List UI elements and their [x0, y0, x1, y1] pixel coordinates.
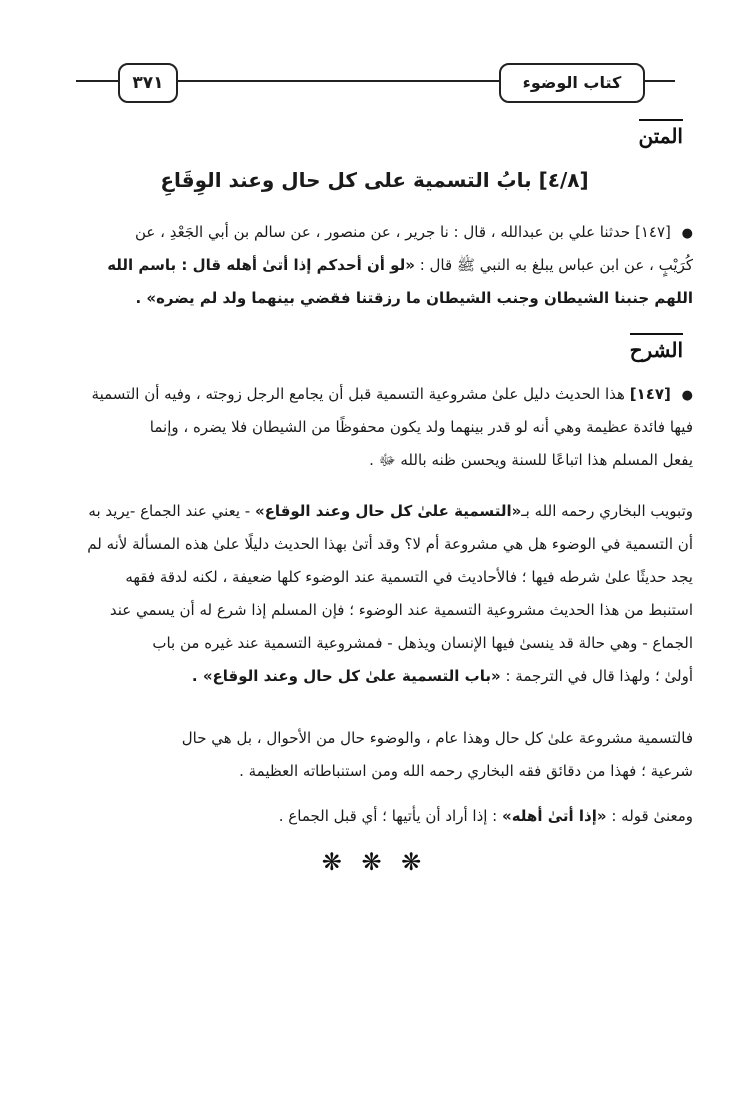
p1-line-3: يجد حديثًا علىٰ شرطه فيها ؛ فالأحاديث في التسمية عند الوضوء كلها ضعيفة ، لكنه لدقة فقهه: [125, 568, 693, 586]
hadith-line-1: ● [١٤٧] حدثنا علي بن عبدالله ، قال : نا جرير ، عن منصور ، عن سالم بن أبي الجَعْدِ ، عن: [53, 216, 693, 249]
header-rule-middle: [174, 80, 503, 82]
sharh-number: [١٤٧]: [629, 385, 671, 403]
p1-line-5: الجماع - وهي حالة قد ينسىٰ فيها الإنسان ويذهل - فمشروعية التسمية عند غيره من باب: [152, 634, 693, 652]
sharh-line-3: يفعل المسلم هذا اتباعًا للسنة ويحسن ظنه بالله ﷻ .: [369, 451, 693, 469]
sharh-label: الشرح: [629, 338, 683, 362]
p2-line-1: فالتسمية مشروعة علىٰ كل حال وهذا عام ، والوضوء حال من الأحوال ، بل هي حال: [181, 729, 693, 747]
running-title: كتاب الوضوء: [499, 63, 645, 103]
p3-line-1: ومعنىٰ قوله : «إذا أتىٰ أهله» : إذا أراد أن يأتيها ؛ أي قبل الجماع .: [278, 807, 693, 825]
matn-label: المتن: [638, 124, 683, 148]
paragraph-general-ruling: [53, 722, 693, 788]
hadith-line-3: اللهم جنبنا الشيطان وجنب الشيطان ما رزقتنا فقضي بينهما ولد لم يضره» .: [135, 289, 693, 307]
sharh-line-2: فيها فائدة عظيمة وهي أنه لو قدر بينهما ولد يكون محفوظًا من الشيطان فلا يضره ، وإنما: [149, 418, 693, 436]
hadith-line-2: كُرَيْبٍ ، عن ابن عباس يبلغ به النبي ﷺ قال : «لو أن أحدكم إذا أتىٰ أهله قال : باسم الله: [107, 256, 693, 274]
end-ornament: ❋ ❋ ❋: [321, 848, 428, 876]
hadith-text: [53, 216, 693, 315]
hadith-number: [١٤٧]: [634, 223, 671, 241]
p1-line-1: وتبويب البخاري رحمه الله بـ«التسمية علىٰ كل حال وعند الوقاع» - يعني عند الجماع -يريد به: [88, 502, 693, 520]
sharh-intro: [53, 378, 693, 477]
p1-line-4: استنبط من هذا الحديث مشروعية التسمية عند الوضوء ؛ فإن المسلم إذا شرع له أن يسمي عند: [109, 601, 693, 619]
p2-line-2: شرعية ؛ فهذا من دقائق فقه البخاري رحمه الله ومن استنباطاته العظيمة .: [239, 762, 693, 780]
paragraph-bukhari-chapter: [53, 495, 693, 693]
p1-line-2: أن التسمية في الوضوء هل هي مشروعة أم لا؟ وقد أتىٰ بهذا الحديث دليلًا علىٰ هذه المسألة لأنه لم: [87, 535, 693, 553]
chapter-heading: [٤/٨] بابُ التسمية على كل حال وعند الوِقَاعِ: [160, 168, 589, 192]
page-number: ٣٧١: [118, 63, 178, 103]
bullet-icon: ●: [681, 388, 693, 403]
header-rule-right: [645, 80, 675, 82]
p1-line-6: أولىٰ ؛ ولهذا قال في الترجمة : «باب التسمية علىٰ كل حال وعند الوقاع» .: [191, 667, 693, 685]
sharh-line-1: ● [١٤٧] هذا الحديث دليل علىٰ مشروعية التسمية قبل أن يجامع الرجل زوجته ، وفيه أن التسمية: [53, 378, 693, 411]
bullet-icon: ●: [681, 226, 693, 241]
paragraph-meaning: [53, 800, 693, 833]
header-rule-left: [76, 80, 118, 82]
